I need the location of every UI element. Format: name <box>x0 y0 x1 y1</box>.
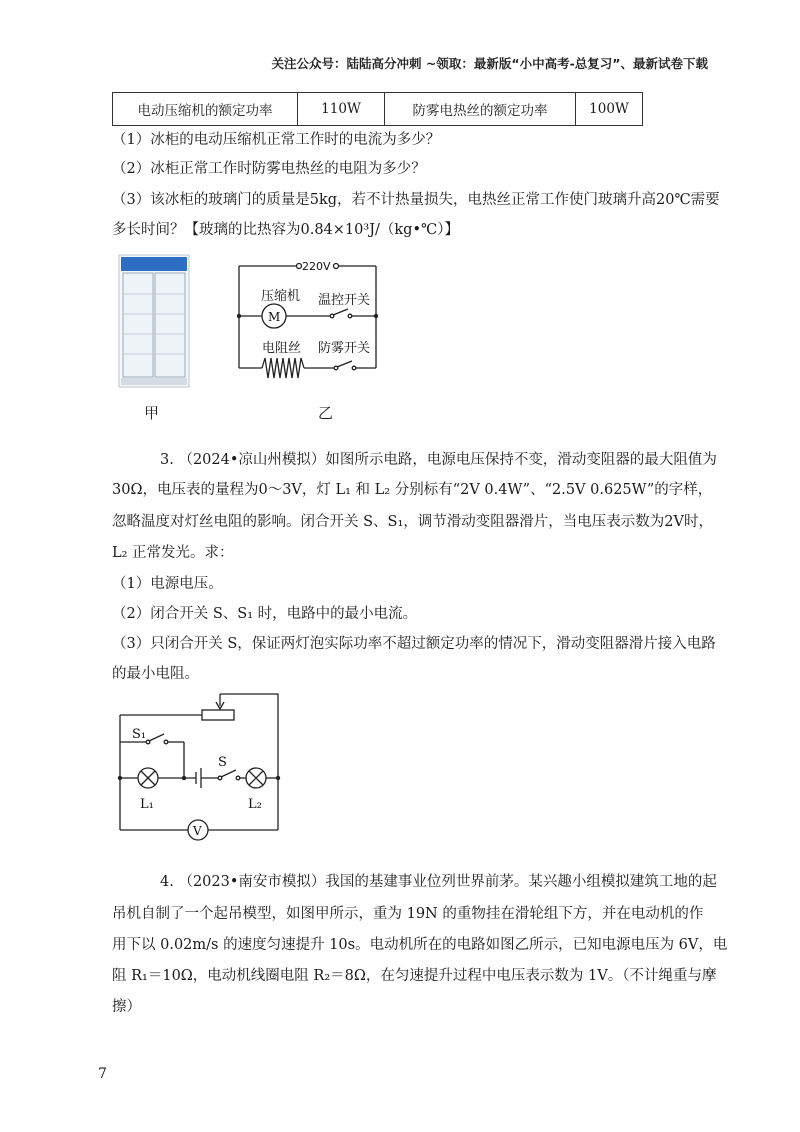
q3-circuit <box>110 690 290 860</box>
q4-line-4: 阻 R₁＝10Ω，电动机线圈电阻 R₂＝8Ω，在匀速提升过程中电压表示数为 1V。（不计绳重与摩 <box>112 968 717 984</box>
spec-table <box>112 92 643 126</box>
freezer-image <box>118 254 190 388</box>
figure-label-jia: 甲 <box>144 404 160 422</box>
table-cell: 防雾电热丝的额定功率 <box>385 93 576 126</box>
q4-line-5: 擦） <box>112 999 141 1015</box>
q3-line-2: 30Ω，电压表的量程为0～3V，灯 L₁ 和 L₂ 分别标有“2V 0.4W”、“2.5V 0.625W”的字样， <box>112 482 713 498</box>
page-header: 关注公众号：陆陆高分冲刺 ~领取：最新版“小中高考-总复习”、最新试卷下载 <box>271 56 708 71</box>
q3-line-5: （1）电源电压。 <box>112 576 223 592</box>
q3-line-1: 3. （2024•凉山州模拟）如图所示电路，电源电压保持不变，滑动变阻器的最大阻值为 <box>160 452 717 468</box>
table-cell: 电动压缩机的额定功率 <box>113 93 298 126</box>
table-cell: 110W <box>298 93 385 126</box>
heater-wire-label: 电阻丝 <box>262 341 302 356</box>
freezer-circuit <box>234 258 384 382</box>
thermo-switch-label: 温控开关 <box>318 293 371 308</box>
table-row <box>113 93 643 126</box>
q4-line-2: 吊机自制了一个起吊模型，如图甲所示，重为 19N 的重物挂在滑轮组下方，并在电动机的作 <box>112 906 704 922</box>
q4-line-1: 4. （2023•南安市模拟）我国的基建事业位列世界前茅。某兴趣小组模拟建筑工地的起 <box>160 874 717 890</box>
q4-line-3: 用下以 0.02m/s 的速度匀速提升 10s。电动机所在的电路如图乙所示，已知电源电压为 6V，电 <box>112 937 728 953</box>
figure-label-yi: 乙 <box>318 404 334 422</box>
q2-item-3: （3）该冰柜的玻璃门的质量是5kg，若不计热量损失，电热丝正常工作使门玻璃升高20℃需要 <box>112 192 720 208</box>
s1-label: S₁ <box>132 727 147 742</box>
s-label: S <box>218 755 227 770</box>
motor-symbol: M <box>268 310 281 324</box>
l2-label: L₂ <box>248 797 262 812</box>
q2-item-2: （2）冰柜正常工作时防雾电热丝的电阻为多少？ <box>112 161 426 177</box>
q2-item-3-cont: 多长时间？【玻璃的比热容为0.84×10³J/（kg•℃）】 <box>112 222 459 238</box>
voltmeter-symbol: V <box>193 824 202 838</box>
q3-line-8: 的最小电阻。 <box>112 666 199 682</box>
voltage-label: 220V <box>302 260 331 273</box>
q3-line-7: （3）只闭合开关 S，保证两灯泡实际功率不超过额定功率的情况下，滑动变阻器滑片接入电路 <box>112 636 716 652</box>
page-number: 7 <box>98 1066 107 1082</box>
compressor-label: 压缩机 <box>261 289 301 304</box>
q3-line-4: L₂ 正常发光。求： <box>112 545 234 561</box>
q3-line-3: 忽略温度对灯丝电阻的影响。闭合开关 S、S₁，调节滑动变阻器滑片，当电压表示数为2V时， <box>112 514 713 530</box>
q2-item-1: （1）冰柜的电动压缩机正常工作时的电流为多少？ <box>112 132 441 148</box>
l1-label: L₁ <box>140 797 154 812</box>
table-cell: 100W <box>576 93 643 126</box>
q3-line-6: （2）闭合开关 S、S₁ 时，电路中的最小电流。 <box>112 606 418 622</box>
fog-switch-label: 防雾开关 <box>318 341 371 356</box>
